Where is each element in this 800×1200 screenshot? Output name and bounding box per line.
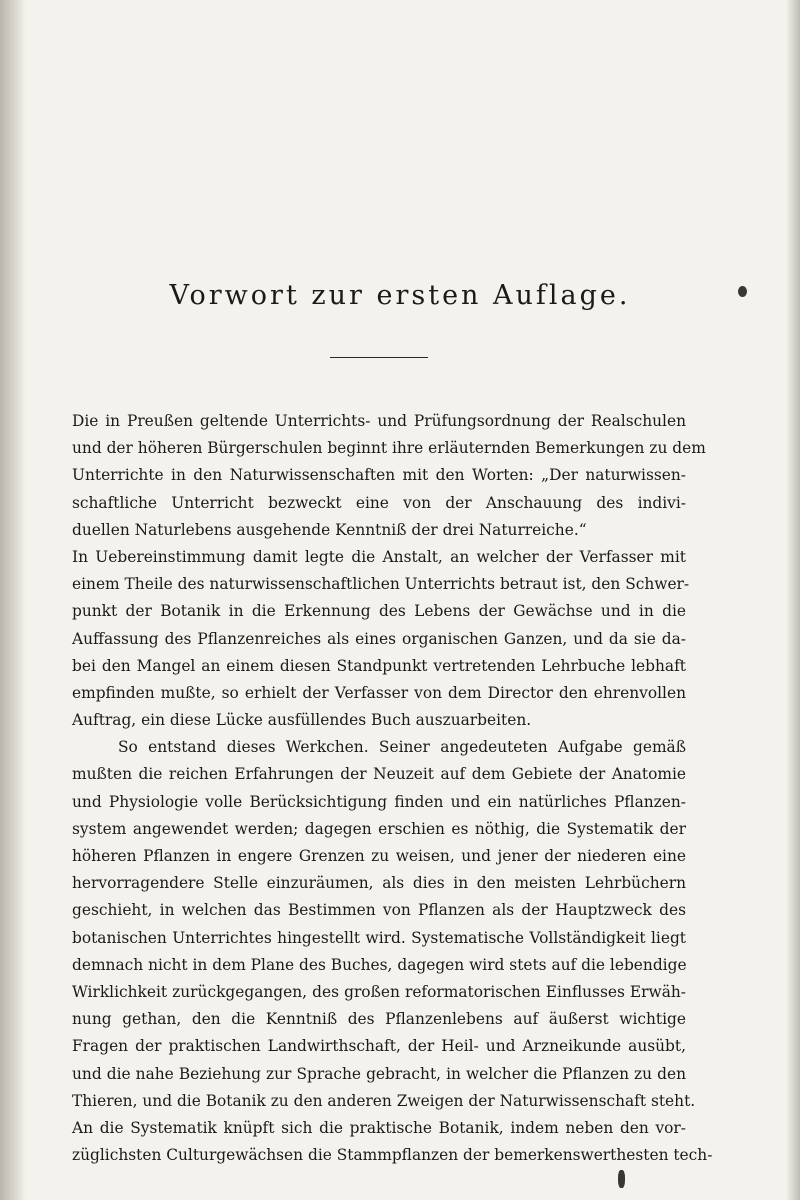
text-line: Die in Preußen geltende Unterrichts- und Prüfungsordnung der Realschulen [72, 412, 686, 430]
text-line: mußten die reichen Erfahrungen der Neuzeit auf dem Gebiete der Anatomie [72, 765, 686, 784]
text-line: höheren Pflanzen in engere Grenzen zu weisen, und jener der niederen eine [72, 847, 686, 865]
text-line: So entstand dieses Werkchen. Seiner angedeuteten Aufgabe gemäß [118, 738, 686, 757]
text-line: bei den Mangel an einem diesen Standpunkt vertretenden Lehrbuche lebhaft [72, 656, 686, 675]
text-line: schaftliche Unterricht bezweckt eine von der Anschauung des indivi- [72, 493, 686, 512]
text-line: punkt der Botanik in die Erkennung des Lebens der Gewächse und in die [72, 602, 686, 621]
text-line: system angewendet werden; dagegen erschien es nöthig, die Systematik der [72, 819, 686, 838]
text-line: duellen Naturlebens ausgehende Kenntniß der drei Naturreiche.“ [72, 520, 587, 539]
text-line: Unterrichte in den Naturwissenschaften mit den Worten: „Der naturwissen- [72, 466, 686, 485]
text-line: Auftrag, ein diese Lücke ausfüllendes Buch auszuarbeiten. [72, 711, 532, 730]
title-divider [330, 357, 428, 358]
page-right-edge-shadow [786, 0, 800, 1200]
text-line: und der höheren Bürgerschulen beginnt ihre erläuternden Bemerkungen zu dem [72, 439, 706, 458]
text-line: Thieren, und die Botanik zu den anderen Zweigen der Naturwissenschaft steht. [72, 1091, 696, 1110]
page-title: Vorwort zur ersten Auflage. [169, 280, 631, 311]
text-line: Wirklichkeit zurückgegangen, des großen reformatorischen Einflusses Erwäh- [72, 982, 686, 1001]
ink-spot [618, 1170, 625, 1188]
text-line: und Physiologie volle Berücksichtigung finden und ein natürliches Pflanzen- [72, 792, 686, 811]
page-left-edge-shadow [0, 0, 26, 1200]
text-line: züglichsten Culturgewächsen die Stammpflanzen der bemerkenswerthesten tech- [72, 1146, 713, 1165]
text-line: demnach nicht in dem Plane des Buches, dagegen wird stets auf die lebendige [72, 955, 687, 974]
text-line: einem Theile des naturwissenschaftlichen Unterrichts betraut ist, den Schwer- [72, 575, 690, 594]
text-line: und die nahe Beziehung zur Sprache gebracht, in welcher die Pflanzen zu den [72, 1064, 686, 1083]
text-line: nung gethan, den die Kenntniß des Pflanzenlebens auf äußerst wichtige [72, 1010, 686, 1029]
text-line: Fragen der praktischen Landwirthschaft, der Heil- und Arzneikunde ausübt, [72, 1037, 686, 1056]
text-line: Auffassung des Pflanzenreiches als eines organischen Ganzen, und da sie da- [72, 629, 686, 648]
text-line: geschieht, in welchen das Bestimmen von Pflanzen als der Hauptzweck des [72, 901, 686, 920]
text-line: In Uebereinstimmung damit legte die Anstalt, an welcher der Verfasser mit [72, 547, 686, 566]
text-line: botanischen Unterrichtes hingestellt wird. Systematische Vollständigkeit liegt [72, 928, 686, 947]
text-line: An die Systematik knüpft sich die praktische Botanik, indem neben den vor- [72, 1118, 686, 1137]
text-line: hervorragendere Stelle einzuräumen, als dies in den meisten Lehrbüchern [72, 874, 686, 893]
body-text [72, 408, 713, 1169]
text-line: empfinden mußte, so erhielt der Verfasser von dem Director den ehrenvollen [72, 683, 686, 702]
